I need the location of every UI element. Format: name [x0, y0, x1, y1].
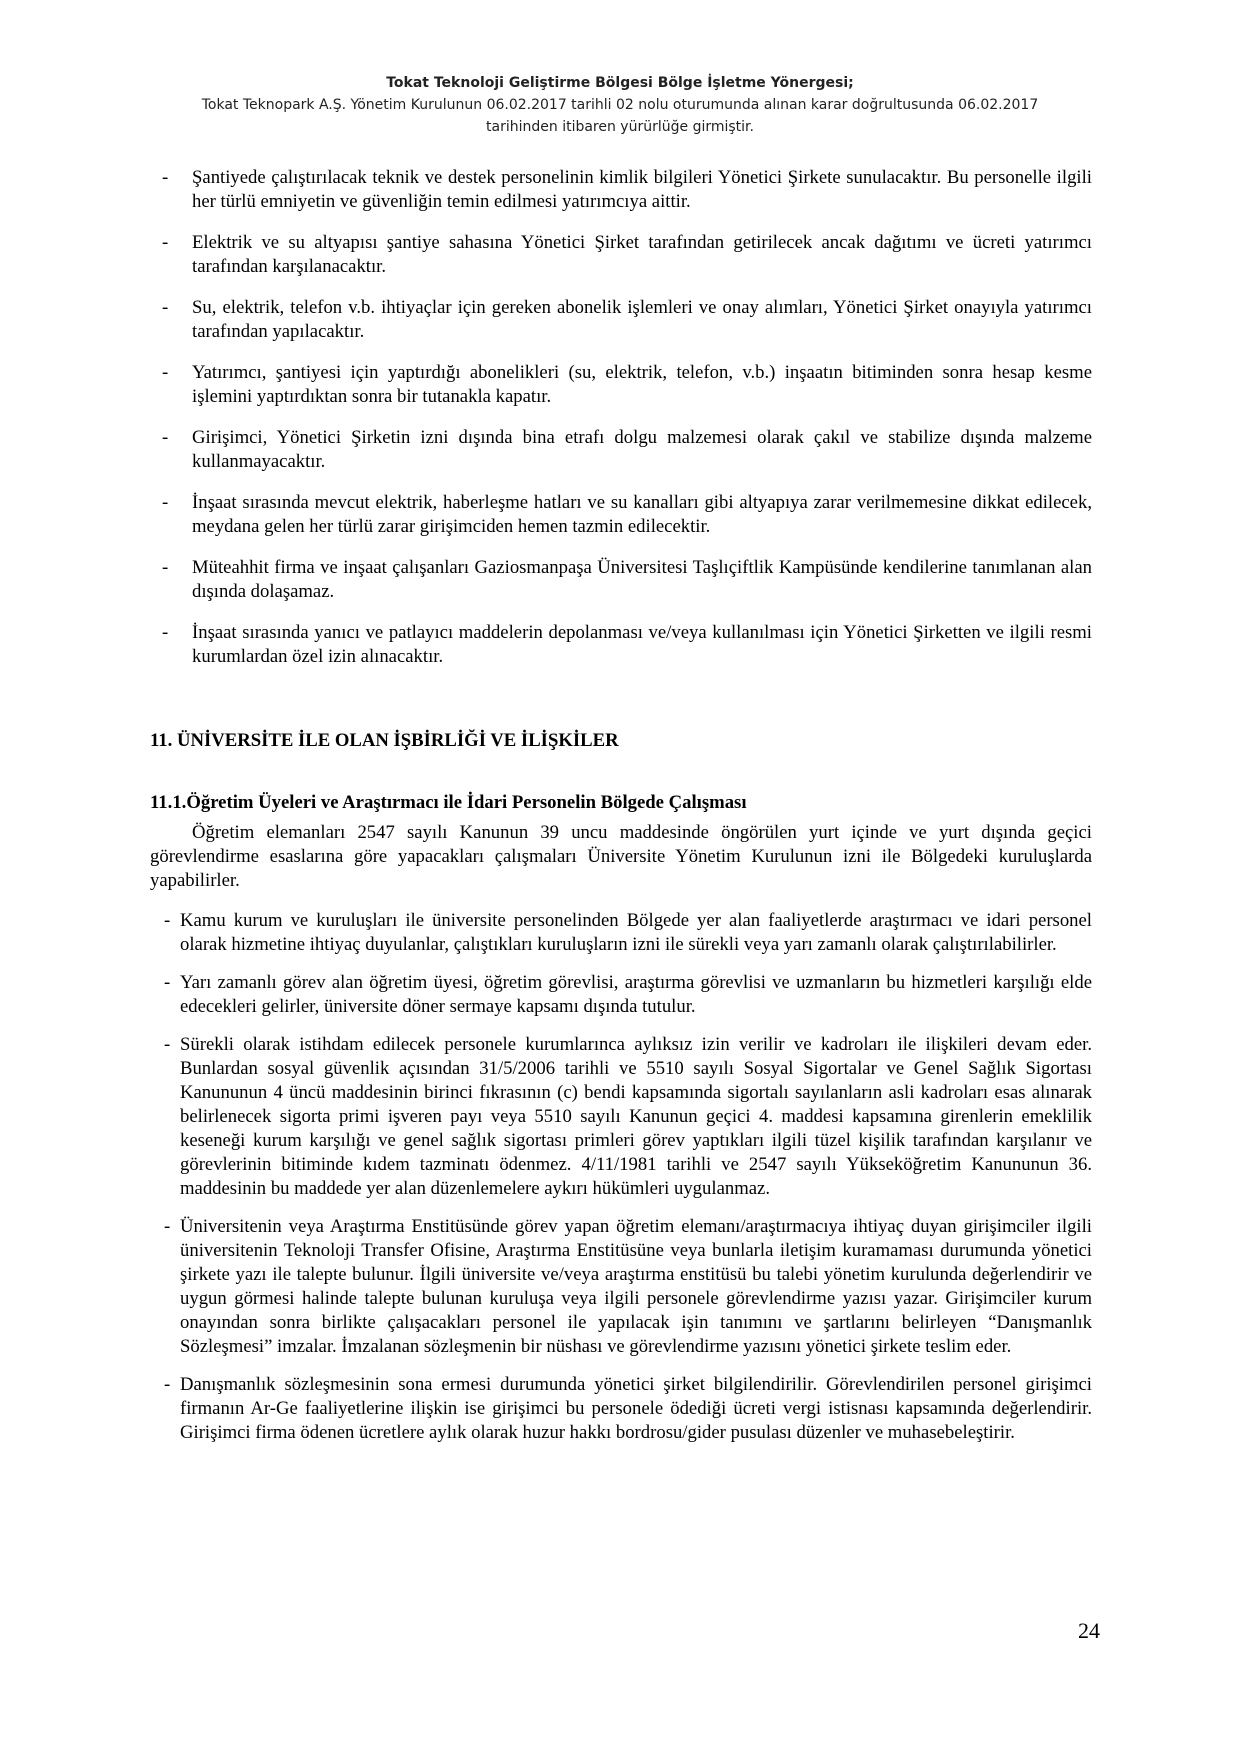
bullet-dash: - [164, 1374, 171, 1395]
list-item-text: Yarı zamanlı görev alan öğretim üyesi, öğretim görevlisi, araştırma görevlisi ve uzmanların bu hizmetleri karşılığı elde edecekleri gelirler, üniversite döner sermaye kapsamı dışında tutulur. [180, 972, 1092, 1017]
header-subtitle-line-1: Tokat Teknopark A.Ş. Yönetim Kurulunun 06.02.2017 tarihli 02 nolu oturumunda alınan karar doğrultusunda 06.02.2017 [201, 97, 1039, 113]
list-item-text: Su, elektrik, telefon v.b. ihtiyaçlar için gereken abonelik işlemleri ve onay alımları, Yönetici Şirket onayıyla yatırımcı tarafından yapılacaktır. [192, 297, 1092, 342]
bullet-dash: - [162, 362, 169, 383]
list-item-text: Danışmanlık sözleşmesinin sona ermesi durumunda yönetici şirket bilgilendirilir. Görevlendirilen personel girişimci firmanın Ar-Ge faaliyetlerine ilişkin ise girişimci bu personele ödediği ücreti vergi istisnası kapsamında değerlendirir. Girişimci firma ödenen ücretlere aylık olarak huzur hakkı bordrosu/gider pusulası düzenler ve muhasebeleştirir. [180, 1374, 1092, 1443]
bullet-dash: - [164, 972, 171, 993]
list-item [150, 556, 1092, 604]
header-title: Tokat Teknoloji Geliştirme Bölgesi Bölge İşletme Yönergesi; [386, 75, 854, 91]
list-item-text: İnşaat sırasında yanıcı ve patlayıcı maddelerin depolanması ve/veya kullanılması için Yönetici Şirketten ve ilgili resmi kurumlardan özel izin alınacaktır. [192, 622, 1092, 667]
list-item [150, 491, 1092, 539]
bullet-dash: - [164, 910, 171, 931]
list-item [150, 1373, 1092, 1445]
personnel-rules-list [150, 909, 1092, 1445]
page-number: 24 [1078, 1618, 1100, 1643]
page-content [150, 166, 1092, 1459]
subsection-heading: 11.1.Öğretim Üyeleri ve Araştırmacı ile İdari Personelin Bölgede Çalışması [150, 792, 747, 813]
bullet-dash: - [162, 427, 169, 448]
bullet-dash: - [162, 297, 169, 318]
bullet-dash: - [162, 622, 169, 643]
list-item-text: Kamu kurum ve kuruluşları ile üniversite personelinden Bölgede yer alan faaliyetlerde araştırmacı ve idari personel olarak hizmetine ihtiyaç duyulanlar, çalıştıkları kuruluşların izni ile sürekli veya yarı zamanlı olarak çalıştırılabilirler. [180, 910, 1092, 955]
list-item [150, 621, 1092, 669]
list-item-text: Girişimci, Yönetici Şirketin izni dışında bina etrafı dolgu malzemesi olarak çakıl ve stabilize dışında malzeme kullanmayacaktır. [192, 427, 1092, 472]
list-item-text: Sürekli olarak istihdam edilecek personele kurumlarınca aylıksız izin verilir ve kadroları ile ilişkileri devam eder. Bunlardan sosyal güvenlik açısından 31/5/2006 tarihli ve 5510 sayılı Sosyal Sigortalar ve Genel Sağlık Sigortası Kanununun 4 üncü maddesinin birinci fıkrasının (c) bendi kapsamında sigortalı sayılanların asli kadroları esas alınarak belirlenecek sigorta primi işveren payı veya 5510 sayılı Kanunun geçici 4. maddesi kapsamına girenlerin emeklilik keseneği kurum karşılığı ve genel sağlık sigortası primleri görev yaptıkları ilgili tüzel kişilik tarafından karşılanır ve görevlerinin bitiminde kıdem tazminatı ödenmez. 4/11/1981 tarihli ve 2547 sayılı Yükseköğretim Kanununun 36. maddesinin bu maddede yer alan düzenlemelere aykırı hükümleri uygulanmaz. [180, 1034, 1092, 1199]
list-item [150, 971, 1092, 1019]
list-item [150, 361, 1092, 409]
list-item-text: İnşaat sırasında mevcut elektrik, haberleşme hatları ve su kanalları gibi altyapıya zarar verilmemesine dikkat edilecek, meydana gelen her türlü zarar girişimciden hemen tazmin edilecektir. [192, 492, 1092, 537]
section-heading: 11. ÜNİVERSİTE İLE OLAN İŞBİRLİĞİ VE İLİŞKİLER [150, 730, 619, 751]
header-subtitle-line-2: tarihinden itibaren yürürlüğe girmiştir. [486, 119, 754, 135]
list-item-text: Elektrik ve su altyapısı şantiye sahasına Yönetici Şirket tarafından getirilecek ancak dağıtımı ve ücreti yatırımcı tarafından karşılanacaktır. [192, 232, 1092, 277]
list-item [150, 231, 1092, 279]
list-item-text: Yatırımcı, şantiyesi için yaptırdığı abonelikleri (su, elektrik, telefon, v.b.) inşaatın bitiminden sonra hesap kesme işlemini yaptırdıktan sonra bir tutanakla kapatır. [192, 362, 1092, 407]
construction-rules-list [150, 166, 1092, 669]
list-item [150, 909, 1092, 957]
bullet-dash: - [164, 1216, 171, 1237]
bullet-dash: - [162, 557, 169, 578]
intro-paragraph: Öğretim elemanları 2547 sayılı Kanunun 39 uncu maddesinde öngörülen yurt içinde ve yurt dışında geçici görevlendirme esaslarına göre yapacakları çalışmaları Üniversite Yönetim Kurulunun izni ile Bölgedeki kuruluşlarda yapabilirler. [150, 822, 1092, 891]
bullet-dash: - [162, 167, 169, 188]
list-item [150, 1215, 1092, 1359]
list-item-text: Şantiyede çalıştırılacak teknik ve destek personelinin kimlik bilgileri Yönetici Şirkete sunulacaktır. Bu personelle ilgili her türlü emniyetin ve güvenliğin temin edilmesi yatırımcıya aittir. [192, 167, 1092, 212]
list-item [150, 426, 1092, 474]
list-item [150, 1033, 1092, 1201]
list-item-text: Üniversitenin veya Araştırma Enstitüsünde görev yapan öğretim elemanı/araştırmacıya ihtiyaç duyan girişimciler ilgili üniversitenin Teknoloji Transfer Ofisine, Araştırma Enstitüsüne veya bunlarla iletişim kuramaması durumunda yönetici şirkete yazı ile talepte bulunur. İlgili üniversite ve/veya araştırma enstitüsü bu talebi yönetim kurulunda değerlendirir ve uygun görmesi halinde talepte bulunan kuruluşa veya ilgili personele görevlendirme yazısı yazar. Girişimciler kurum onayından sonra birlikte çalışacakları personel ile yapılacak işin tanımını ve şartlarını belirleyen “Danışmanlık Sözleşmesi” imzalar. İmzalanan sözleşmenin bir nüshası ve görevlendirme yazısını yönetici şirkete teslim eder. [180, 1216, 1092, 1357]
bullet-dash: - [162, 232, 169, 253]
page-header [140, 72, 1100, 138]
bullet-dash: - [162, 492, 169, 513]
list-item-text: Müteahhit firma ve inşaat çalışanları Gaziosmanpaşa Üniversitesi Taşlıçiftlik Kampüsünde kendilerine tanımlanan alan dışında dolaşamaz. [192, 557, 1092, 602]
bullet-dash: - [164, 1034, 171, 1055]
list-item [150, 166, 1092, 214]
list-item [150, 296, 1092, 344]
